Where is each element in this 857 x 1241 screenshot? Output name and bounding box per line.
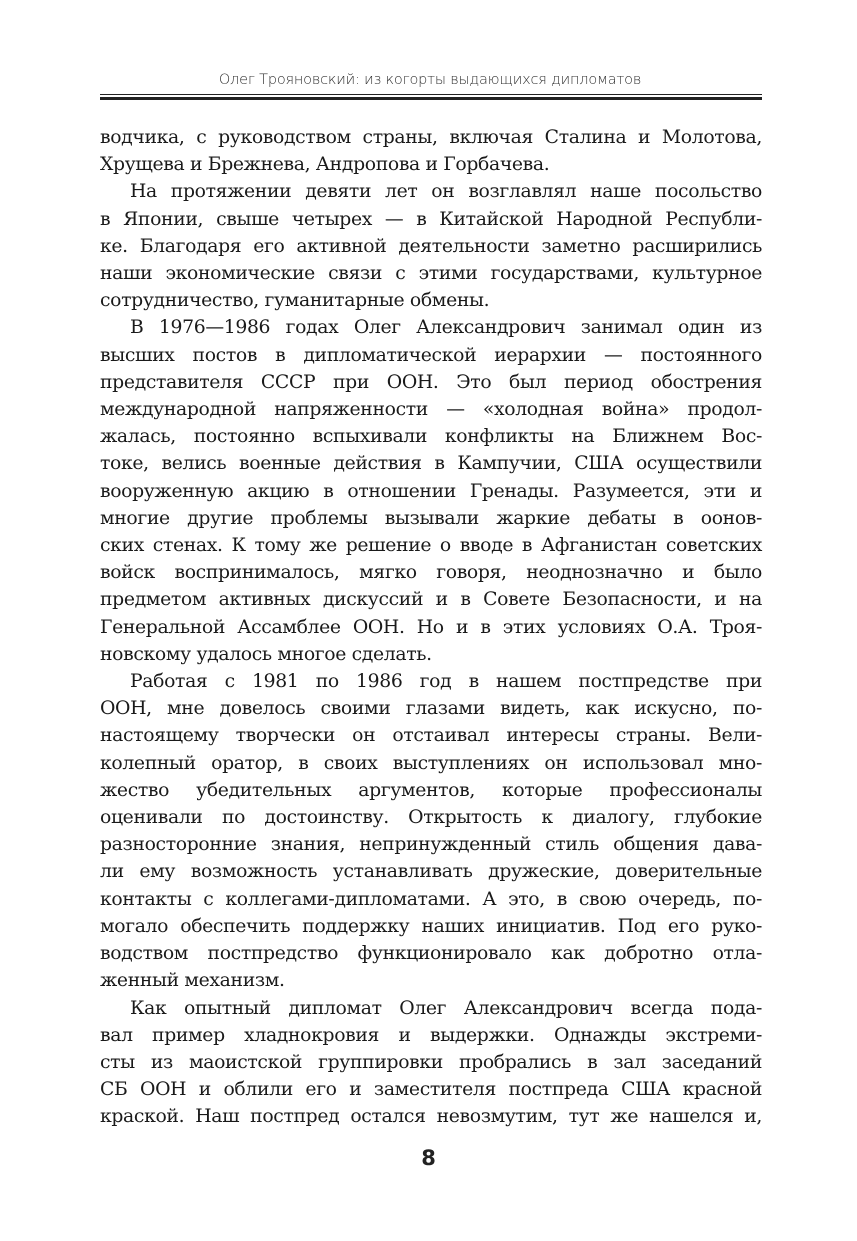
- text-line: высших постов в дипломатической иерархии — постоянного: [100, 344, 762, 366]
- text-line: многие другие проблемы вызывали жаркие дебаты в оонов-: [100, 507, 762, 529]
- text-line: токе, велись военные действия в Кампучии, США осуществили: [100, 453, 762, 475]
- text-line: водством постпредство функционировало как добротно отла-: [100, 943, 762, 965]
- text-line: вал пример хладнокровия и выдержки. Однажды экстреми-: [100, 1024, 762, 1046]
- text-line: предметом активных дискуссий и в Совете Безопасности, и на: [100, 589, 762, 611]
- text-line: сотрудничество, гуманитарные обмены.: [100, 290, 490, 312]
- header-rule-thick: [100, 97, 762, 100]
- text-line: вооруженную акцию в отношении Гренады. Разумеется, эти и: [100, 480, 762, 502]
- text-line: наши экономические связи с этими государствами, культурное: [100, 263, 762, 285]
- text-line: женный механизм.: [100, 970, 285, 992]
- text-line: жество убедительных аргументов, которые профессионалы: [100, 779, 762, 801]
- running-head: Олег Трояновский: из когорты выдающихся дипломатов: [218, 72, 642, 88]
- text-line: настоящему творчески он отстаивал интересы страны. Вели-: [100, 725, 762, 747]
- text-line: войск воспринималось, мягко говоря, неоднозначно и было: [100, 562, 762, 584]
- text-line: краской. Наш постпред остался невозмутим, тут же нашелся и,: [100, 1106, 762, 1128]
- text-line: новскому удалось многое сделать.: [100, 643, 432, 665]
- text-line: ских стенах. К тому же решение о вводе в Афганистан советских: [100, 535, 762, 557]
- text-line: сты из маоистской группировки пробрались в зал заседаний: [100, 1051, 762, 1073]
- text-line: На протяжении девяти лет он возглавлял наше посольство: [130, 181, 762, 203]
- text-line: ке. Благодаря его активной деятельности заметно расширились: [100, 235, 762, 257]
- text-line: международной напряженности — «холодная война» продол-: [100, 399, 762, 421]
- text-line: Работая с 1981 по 1986 год в нашем постпредстве при: [130, 671, 762, 693]
- text-line: В 1976—1986 годах Олег Александрович занимал один из: [130, 317, 762, 339]
- body-text: [100, 124, 762, 1131]
- text-line: разносторонние знания, непринужденный стиль общения дава-: [100, 834, 762, 856]
- text-line: контакты с коллегами-дипломатами. А это, в свою очередь, по-: [100, 888, 762, 910]
- header-rule-thin: [100, 94, 762, 95]
- text-line: Как опытный дипломат Олег Александрович всегда пода-: [130, 997, 762, 1019]
- text-line: Генеральной Ассамблее ООН. Но и в этих условиях О.А. Троя-: [100, 616, 762, 638]
- text-line: жалась, постоянно вспыхивали конфликты на Ближнем Вос-: [100, 426, 762, 448]
- text-line: оценивали по достоинству. Открытость к диалогу, глубокие: [100, 807, 762, 829]
- text-line: в Японии, свыше четырех — в Китайской Народной Республи-: [100, 208, 762, 230]
- text-line: водчика, с руководством страны, включая Сталина и Молотова,: [100, 127, 762, 148]
- text-line: Хрущева и Брежнева, Андропова и Горбачева.: [100, 154, 550, 176]
- text-line: колепный оратор, в своих выступлениях он использовал мно-: [100, 752, 762, 774]
- text-line: ли ему возможность устанавливать дружеские, доверительные: [100, 861, 762, 883]
- text-line: СБ ООН и облили его и заместителя постпреда США красной: [100, 1079, 762, 1101]
- text-line: ООН, мне довелось своими глазами видеть, как искусно, по-: [100, 698, 762, 720]
- text-line: представителя СССР при ООН. Это был период обострения: [100, 371, 762, 393]
- text-line: могало обеспечить поддержку наших инициатив. Под его руко-: [100, 915, 762, 937]
- page-number: 8: [421, 1146, 436, 1170]
